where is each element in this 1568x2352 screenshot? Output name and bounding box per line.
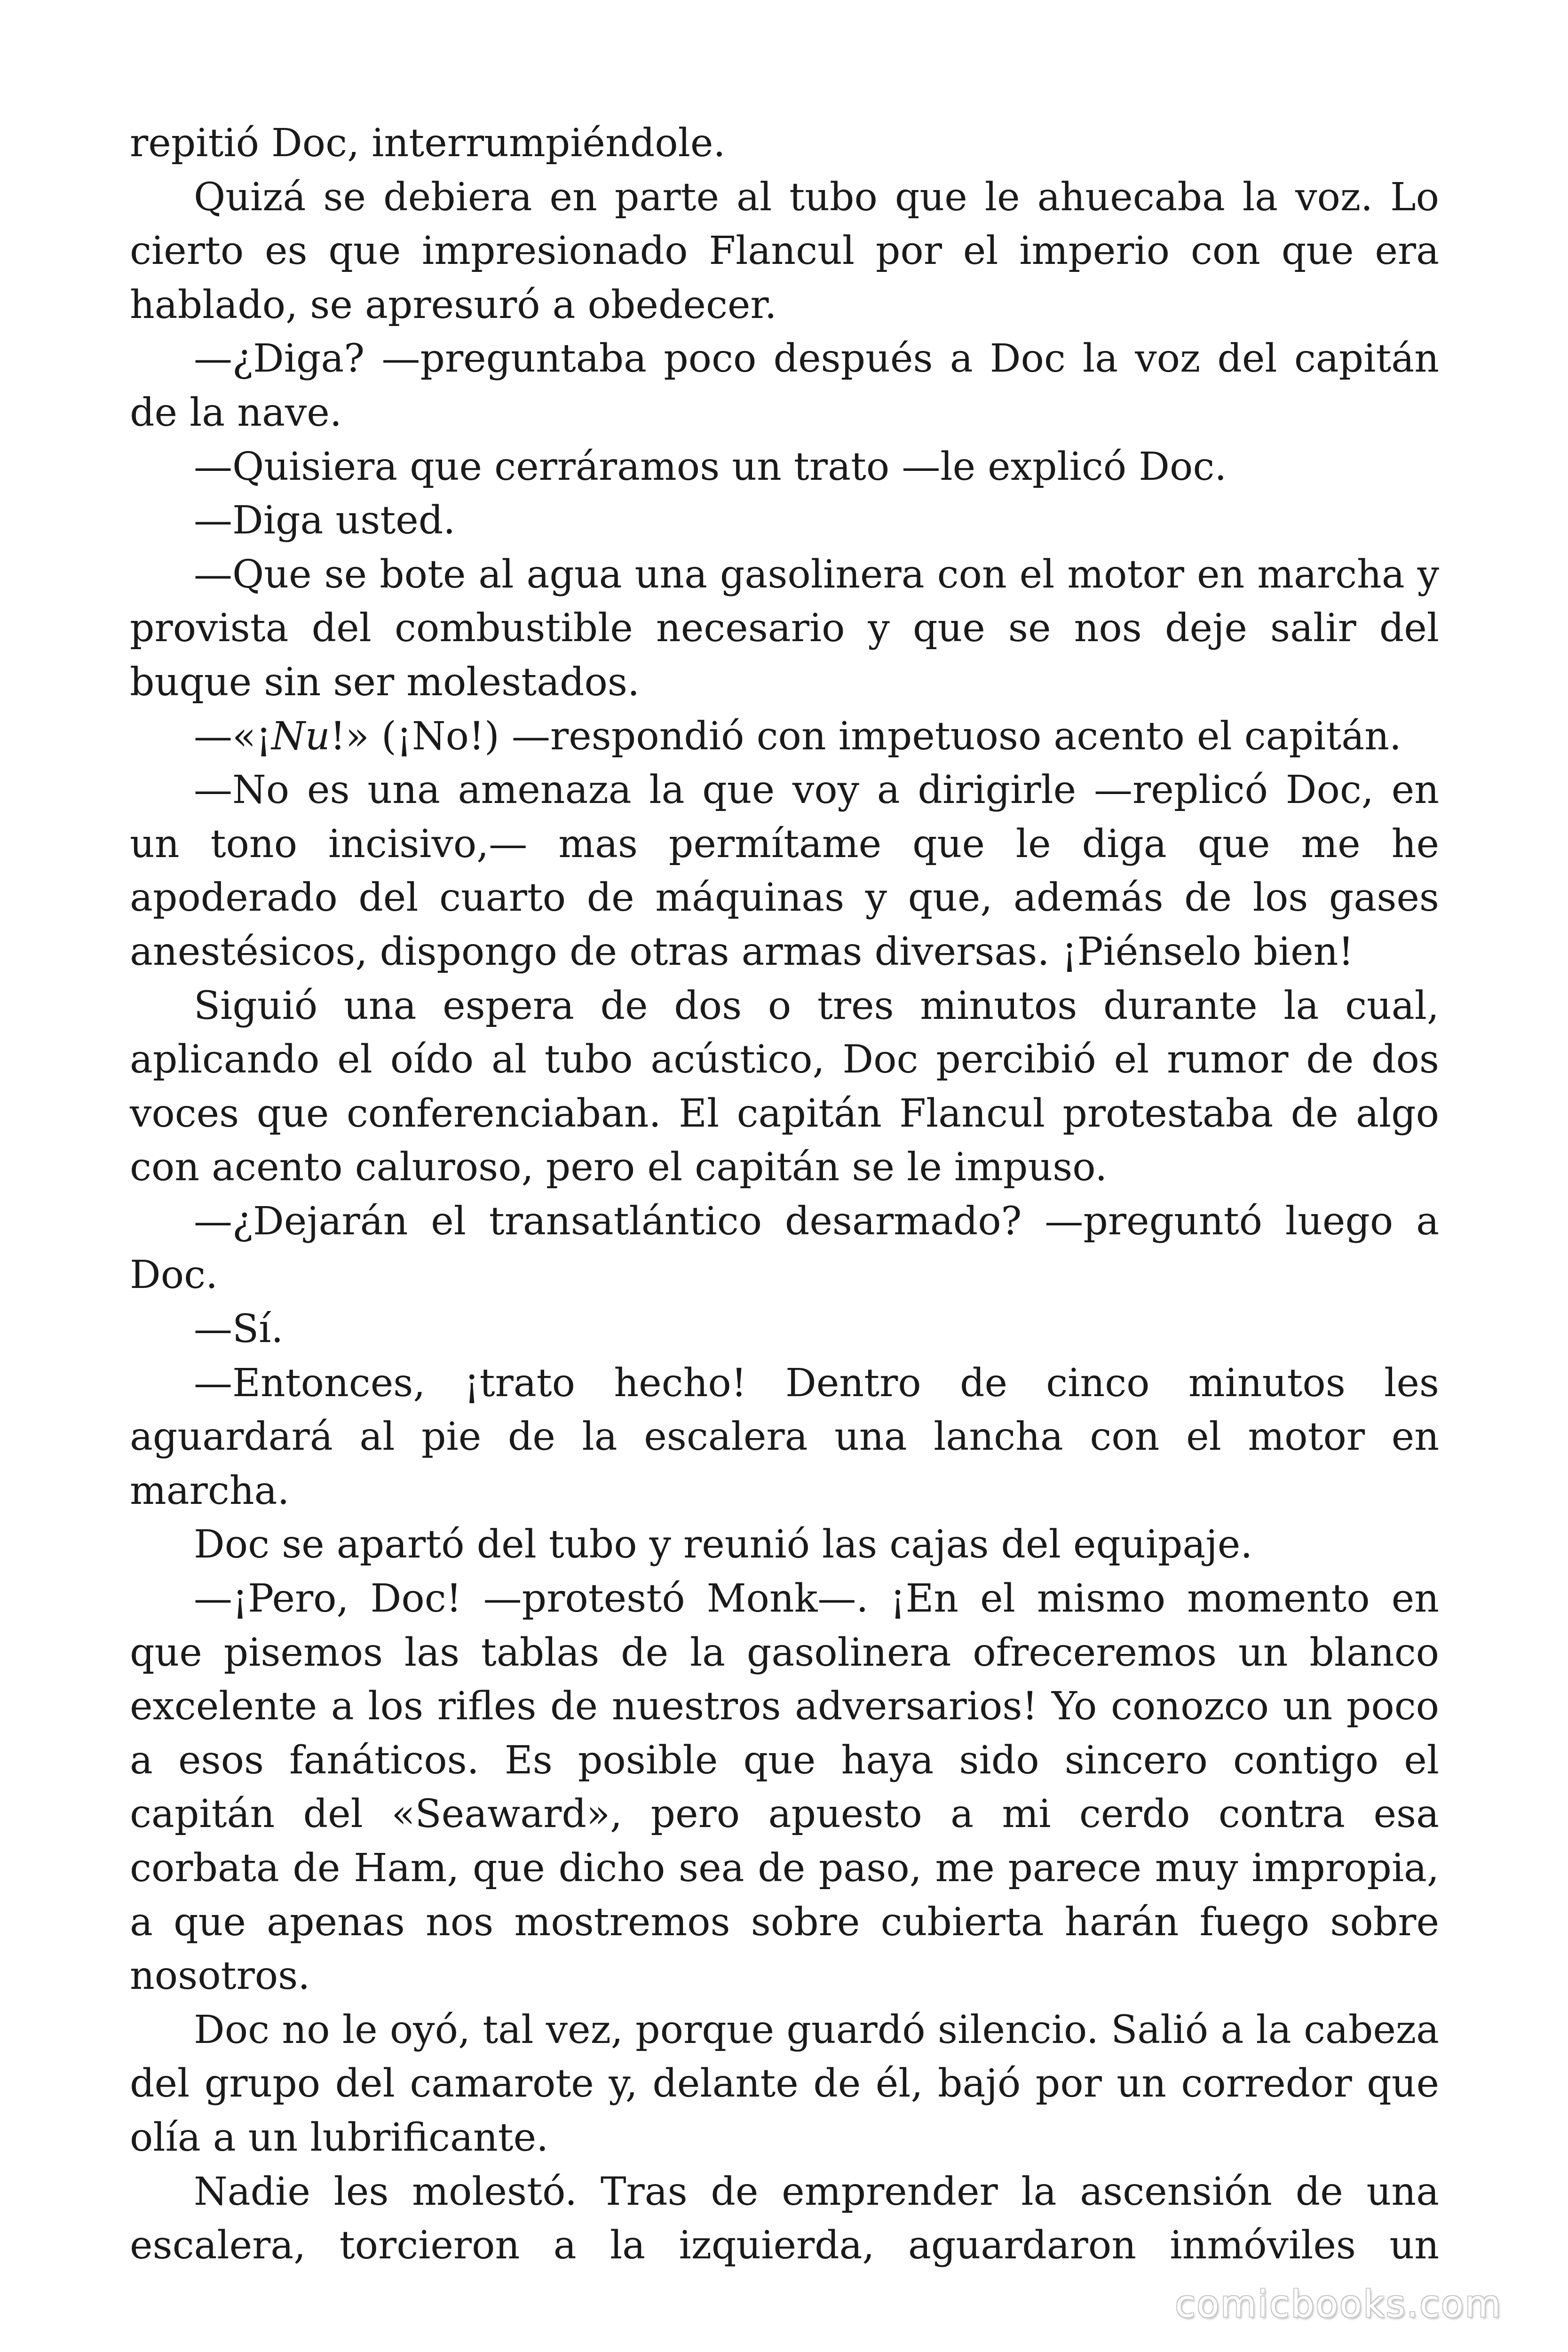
paragraph: —¿Diga? —preguntaba poco después a Doc la voz del capitán de la nave. (130, 336, 1439, 435)
paragraph: Doc se apartó del tubo y reunió las cajas del equipaje. (194, 1522, 1253, 1567)
paragraph: —Diga usted. (194, 498, 456, 543)
paragraph: —¿Dejarán el transatlántico desarmado? —preguntó luego a Doc. (130, 1199, 1439, 1298)
paragraph: Siguió una espera de dos o tres minutos durante la cual, aplicando el oído al tubo acústico, Doc percibió el rumor de dos voces que conferenciaban. El capitán Flancul protestaba de algo con acento caluroso, pero el capitán se le impuso. (130, 983, 1439, 1190)
paragraph: Quizá se debiera en parte al tubo que le ahuecaba la voz. Lo cierto es que impresionado Flancul por el imperio con que era hablado, se apresuró a obedecer. (130, 175, 1439, 327)
paragraph: Doc no le oyó, tal vez, porque guardó silencio. Salió a la cabeza del grupo del camarote y, delante de él, bajó por un corredor que olía a un lubrificante. (130, 2007, 1439, 2160)
watermark: comicbooks.com (1175, 2283, 1502, 2326)
paragraph: —Entonces, ¡trato hecho! Dentro de cinco minutos les aguardará al pie de la escalera una lancha con el motor en marcha. (130, 1360, 1439, 1513)
paragraph: —No es una amenaza la que voy a dirigirle —replicó Doc, en un tono incisivo,— mas permítame que le diga que me he apoderado del cuarto de máquinas y que, además de los gases anestésicos, dispongo de otras armas diversas. ¡Piénselo bien! (130, 768, 1439, 974)
body-text (130, 117, 1439, 2273)
paragraph: —«¡Nu!» (¡No!) —respondió con impetuoso acento el capitán. (194, 714, 1402, 759)
paragraph: repitió Doc, interrumpiéndole. (130, 121, 726, 166)
paragraph: —Quisiera que cerráramos un trato —le explicó Doc. (194, 444, 1227, 489)
paragraph: —¡Pero, Doc! —protestó Monk—. ¡En el mismo momento en que pisemos las tablas de la gasolinera ofreceremos un blanco excelente a los rifles de nuestros adversarios! Yo conozco un poco a esos fanáticos. Es posible que haya sido sincero contigo el capitán del «Seaward», pero apuesto a mi cerdo contra esa corbata de Ham, que dicho sea de paso, me parece muy impropia, a que apenas nos mostremos sobre cubierta harán fuego sobre nosotros. (130, 1576, 1439, 1999)
paragraph: —Sí. (194, 1307, 284, 1352)
italic-word: Nu (271, 714, 330, 759)
paragraph: —Que se bote al agua una gasolinera con el motor en marcha y provista del combustible necesario y que se nos deje salir del buque sin ser molestados. (130, 552, 1439, 705)
paragraph: Nadie les molestó. Tras de emprender la ascensión de una escalera, torcieron a la izquierda, aguardaron inmóviles un (130, 2169, 1439, 2268)
